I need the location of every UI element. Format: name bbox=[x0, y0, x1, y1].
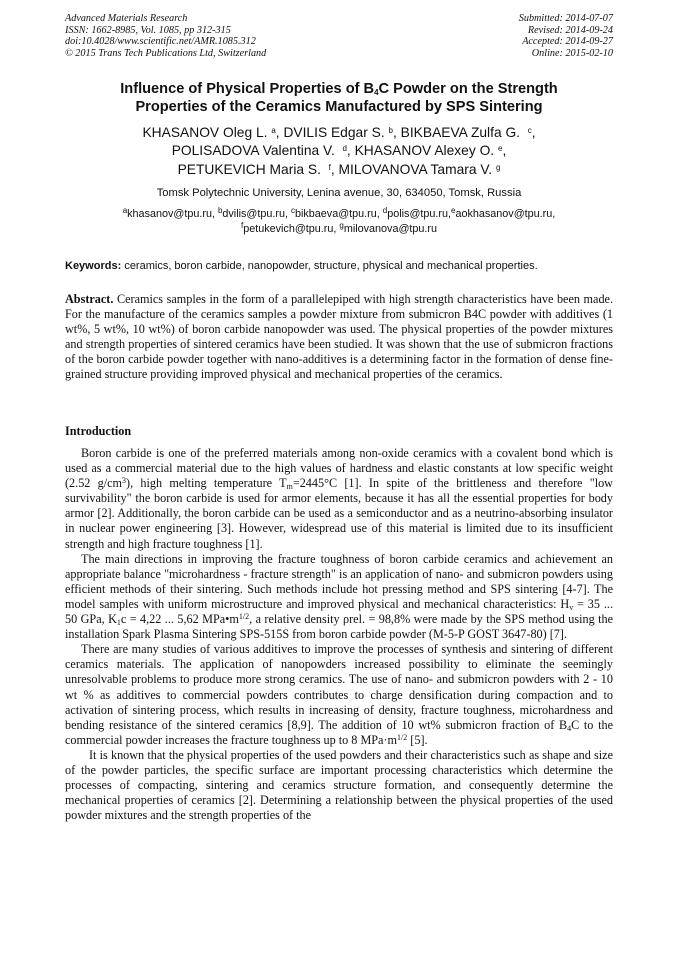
paragraph: The main directions in improving the fracture toughness of boron carbide ceramics and achievement an appropriate balance "microhardness - fracture strength" is an application of nano- and submicron powders using efficient methods of their sintering. Such methods include hot pressing method and SPS sintering [4-7]. The model samples with uniform microstructure and improved physical and mechanical characteristics: $H_v = 35$ ... 50 GPa, $K_1c = 4,22$ ... 5,62 $MPa•m^{1/2}$, a relative density ρrel. = 98,8% were made by the SPS method using the installation Spark Plasma Sintering SPS-515S from boron carbide powder (M-5-P GOST 3647-80) [7]. bbox=[65, 551, 613, 642]
author: POLISADOVA Valentina V. bbox=[171, 143, 335, 159]
author: BIKBAEVA Zulfa G. bbox=[400, 125, 521, 140]
paragraph: There are many studies of various additives to improve the processes of synthesis and sintering of different ceramics materials. The application of nanopowders increased possibility to eliminate the seemingly unresolvable problems to produce more strong ceramics. The use of nano- and submicron powders with 2 - 10 wt % as additives to commercial powders contributes to charge densification during compaction and to activation of sintering process, which results in increasing of density, fracture toughness, microhardness and bending resistance of the sintered ceramics [8,9]. The addition of 10 wt% submicron fraction of $B_4C$ to the commercial powder increases the fracture toughness up to 8 $MPa\cdot m^{1/2}$ [5]. bbox=[65, 642, 613, 747]
paragraph: It is known that the physical properties of the used powders and their characteristics such as shape and size of the powder particles, the specific surface are important processing characteristics which determine the processes of compacting, sintering and ceramics structure formation, and consequently determine the mechanical properties of ceramics [2]. Determining a relationship between the physical properties of the used powder mixtures and the strength properties of the bbox=[65, 747, 613, 823]
email-link[interactable]: polis@tpu.ru bbox=[387, 208, 449, 220]
paper-title: Influence of Physical Properties of $B_4C$ Powder on the Strength Properties of the Ceramics Manufactured by SPS Sintering bbox=[120, 81, 558, 115]
abstract-text: Ceramics samples in the form of a parallelepiped with high strength characteristics have been made. For the manufacture of the ceramics samples a powder mixture from submicron B4C powder with additives (1 wt%, 5 wt%, 10 wt%) of boron carbide nanopowder was used. The physical properties of the powder mixtures and strength properties of sintered ceramics have been studied. It was shown that the use of submicron fractions of the boron carbide powder together with nano-additives is a determining factor in the formation of dense fine-grained structure providing improved physical and mechanical properties of the ceramics. bbox=[65, 292, 613, 382]
author: KHASANOV Oleg L. bbox=[142, 125, 268, 140]
journal-name: Advanced Materials Research bbox=[65, 13, 188, 24]
abstract bbox=[65, 292, 613, 383]
author: DVILIS Edgar S. bbox=[283, 125, 385, 140]
email-list: $^a$khasanov@tpu.ru, $^b$dvilis@tpu.ru, $^c$bikbaeva@tpu.ru, $^d$polis@tpu.ru,$^e$aokhasanov@tpu.ru, $^f$petukevich@tpu.ru, $^g$milovanova@tpu.ru bbox=[122, 206, 556, 235]
journal-info bbox=[65, 13, 266, 59]
doi-line: doi:10.4028/www.scientific.net/AMR.1085.312 bbox=[65, 36, 256, 48]
issn-line: ISSN: 1662-8985, Vol. 1085, pp 312-315 bbox=[65, 24, 231, 36]
copyright-line: © 2015 Trans Tech Publications Ltd, Switzerland bbox=[65, 47, 267, 59]
keywords-label: Keywords: bbox=[65, 260, 122, 272]
section-heading: Introduction bbox=[65, 424, 132, 438]
email-link[interactable]: petukevich@tpu.ru bbox=[243, 222, 334, 235]
author: KHASANOV Alexey O. bbox=[354, 143, 495, 159]
dates-info bbox=[519, 13, 613, 59]
keywords bbox=[65, 259, 618, 273]
introduction-body bbox=[65, 446, 613, 823]
email-link[interactable]: dvilis@tpu.ru bbox=[222, 208, 285, 220]
email-link[interactable]: khasanov@tpu.ru bbox=[127, 208, 212, 220]
revised-date: Revised: 2014-09-24 bbox=[527, 24, 613, 36]
affiliation: Tomsk Polytechnic University, Lenina avenue, 30, 634050, Tomsk, Russia bbox=[156, 187, 522, 199]
email-link[interactable]: bikbaeva@tpu.ru bbox=[294, 208, 377, 220]
author-list: KHASANOV Oleg L. $^a$, DVILIS Edgar S. $^b$, BIKBAEVA Zulfa G. $^c$, POLISADOVA Valentina V. $^d$, KHASANOV Alexey O. $^e$, PETUKEVICH Maria S. $^f$, MILOVANOVA Tamara V. $^g$ bbox=[142, 125, 536, 177]
abstract-label: Abstract. bbox=[65, 292, 114, 306]
author: MILOVANOVA Tamara V. bbox=[338, 161, 493, 177]
author: PETUKEVICH Maria S. bbox=[177, 161, 321, 177]
paragraph: Boron carbide is one of the preferred materials among non-oxide ceramics with a covalent bond which is used as a commercial material due to the high values of hardness and elastic constants at low specific weight (2.52 $g/cm^3$), high melting temperature $T_m=2445^\circ C$ [1]. In spite of the brittleness and therefore "low survivability" the boron carbide is used for armor elements, because it has all the essential properties for body armor [2]. Additionally, the boron carbide can be used as a semiconductor and as a neutrino-absorbing insulator in nuclear power engineering [3]. However, widespread use of this material is limited due to its insufficient strength and high fracture toughness [1]. bbox=[65, 446, 613, 551]
keywords-text: ceramics, boron carbide, nanopowder, structure, physical and mechanical properties. bbox=[124, 260, 538, 272]
email-link[interactable]: aokhasanov@tpu.ru bbox=[455, 208, 553, 220]
email-link[interactable]: milovanova@tpu.ru bbox=[343, 222, 438, 235]
accepted-date: Accepted: 2014-09-27 bbox=[522, 36, 613, 48]
online-date: Online: 2015-02-10 bbox=[531, 47, 613, 59]
submitted-date: Submitted: 2014-07-07 bbox=[518, 13, 613, 24]
